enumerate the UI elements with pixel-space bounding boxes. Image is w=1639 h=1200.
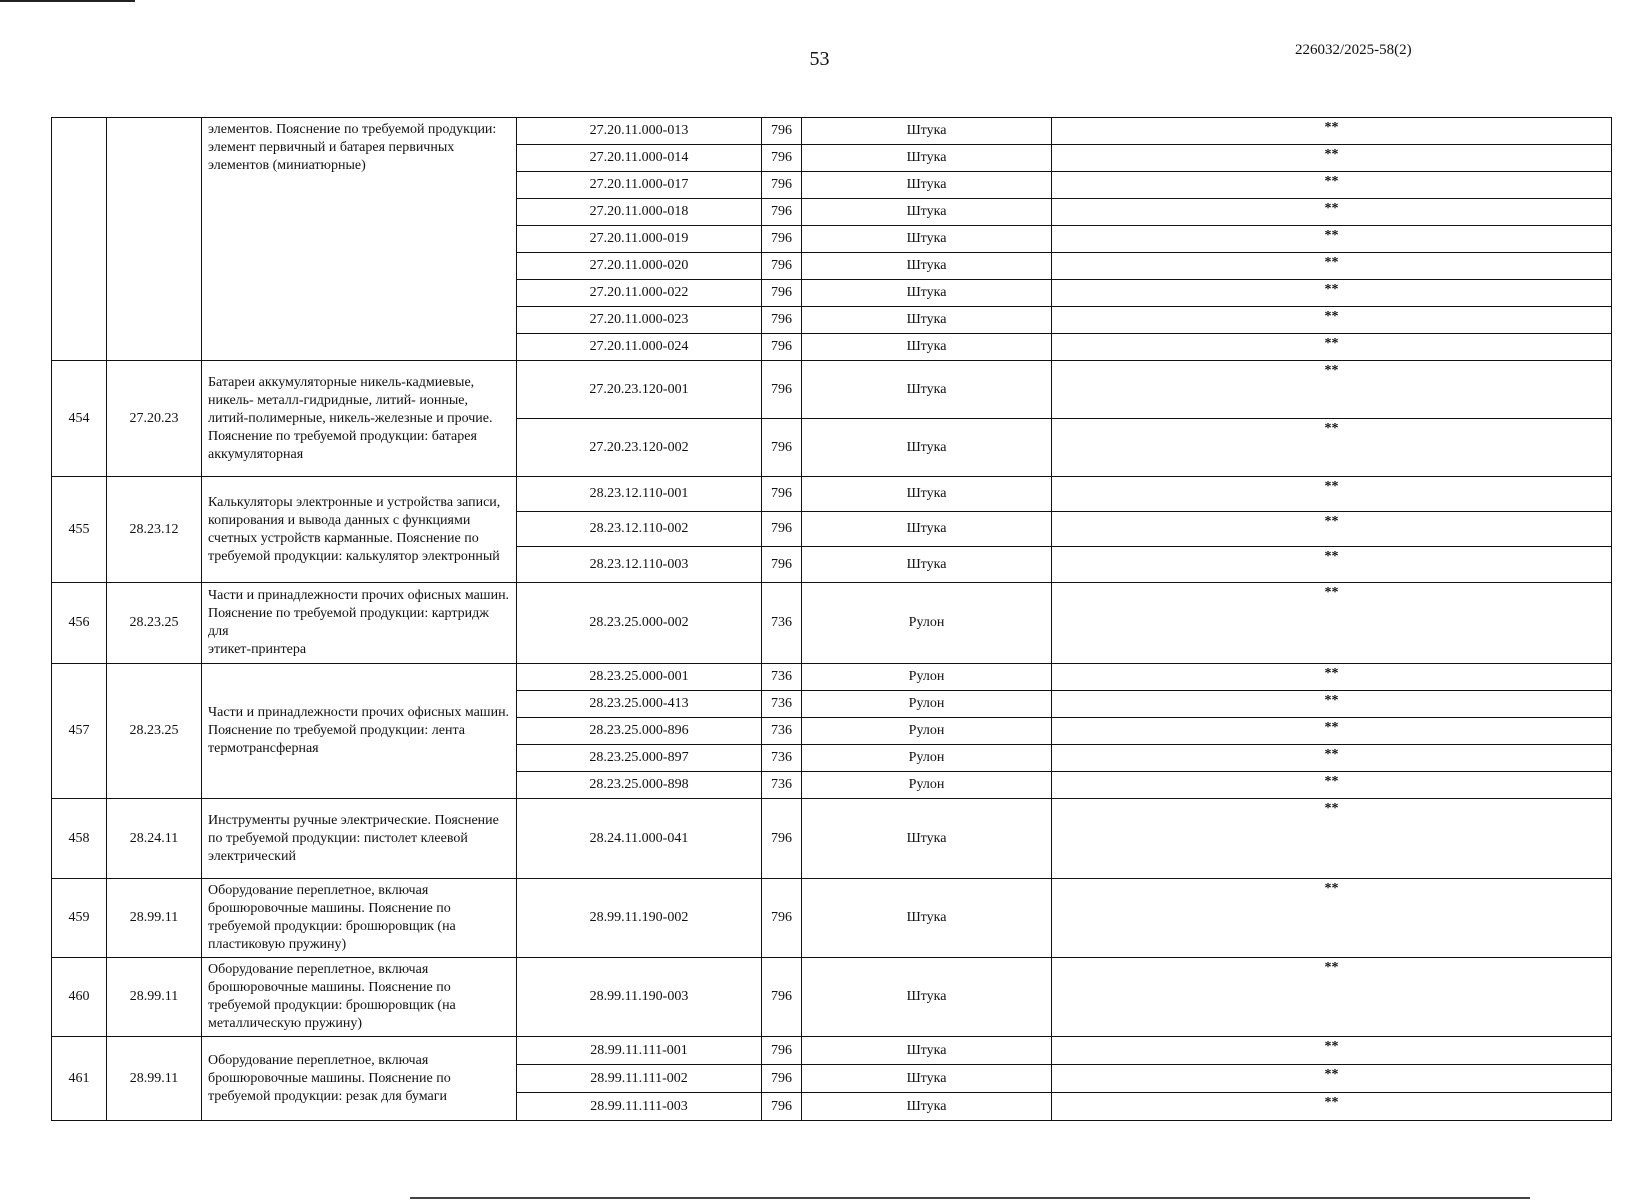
product-name-cell: Оборудование переплетное, включая брошюровочные машины. Пояснение по требуемой продукции: брошюровщик (на пластиковую пружину) [202,879,517,958]
unit-cell: Штука [802,253,1052,280]
requirement-cell: ** [1052,118,1612,145]
okei-code-cell: 796 [762,958,802,1037]
unit-cell: Штука [802,280,1052,307]
unit-cell: Штука [802,226,1052,253]
okei-code-cell: 796 [762,477,802,512]
requirement-cell: ** [1052,772,1612,799]
okei-code-cell: 736 [762,772,802,799]
unit-cell: Рулон [802,745,1052,772]
okei-code-cell: 796 [762,172,802,199]
requirement-cell: ** [1052,512,1612,547]
ktru-code-cell: 27.20.23.120-001 [517,361,762,419]
ktru-code-cell: 27.20.11.000-018 [517,199,762,226]
requirement-cell: ** [1052,879,1612,958]
okpd-code-cell: 28.23.25 [107,664,202,799]
ktru-code-cell: 27.20.11.000-024 [517,334,762,361]
product-name-cell: Батареи аккумуляторные никель-кадмиевые, никель- металл-гидридные, литий- ионные, литий-полимерные, никель-железные и прочие. Пояснение по требуемой продукции: батарея аккумуляторная [202,361,517,477]
products-table [51,117,1612,1121]
row-number-cell: 457 [52,664,107,799]
ktru-code-cell: 28.23.25.000-001 [517,664,762,691]
requirement-cell: ** [1052,547,1612,583]
okpd-code-cell: 28.99.11 [107,958,202,1037]
requirement-cell: ** [1052,691,1612,718]
okei-code-cell: 796 [762,1093,802,1121]
okei-code-cell: 796 [762,361,802,419]
ktru-code-cell: 28.23.25.000-002 [517,583,762,664]
product-name-cell: Оборудование переплетное, включая брошюровочные машины. Пояснение по требуемой продукции: резак для бумаги [202,1037,517,1121]
unit-cell: Штука [802,1065,1052,1093]
unit-cell: Штука [802,361,1052,419]
requirement-cell: ** [1052,1093,1612,1121]
scan-edge-top [0,0,135,2]
scan-edge-bottom [410,1197,1530,1199]
product-name-cell: Части и принадлежности прочих офисных машин. Пояснение по требуемой продукции: картридж для этикет-принтера [202,583,517,664]
unit-cell: Штука [802,172,1052,199]
row-number-cell: 461 [52,1037,107,1121]
requirement-cell: ** [1052,307,1612,334]
okei-code-cell: 796 [762,799,802,879]
okei-code-cell: 736 [762,583,802,664]
requirement-cell: ** [1052,334,1612,361]
unit-cell: Штука [802,307,1052,334]
product-name-cell: Части и принадлежности прочих офисных машин. Пояснение по требуемой продукции: лента термотрансферная [202,664,517,799]
unit-cell: Штука [802,1037,1052,1065]
okei-code-cell: 796 [762,118,802,145]
ktru-code-cell: 27.20.11.000-022 [517,280,762,307]
okei-code-cell: 736 [762,745,802,772]
row-number-cell: 454 [52,361,107,477]
requirement-cell: ** [1052,1037,1612,1065]
okpd-code-cell: 28.23.25 [107,583,202,664]
okpd-code-cell: 27.20.23 [107,361,202,477]
document-id: 226032/2025-58(2) [1295,42,1412,58]
okei-code-cell: 796 [762,879,802,958]
ktru-code-cell: 28.99.11.111-002 [517,1065,762,1093]
okei-code-cell: 796 [762,334,802,361]
ktru-code-cell: 28.23.25.000-898 [517,772,762,799]
okpd-code-cell [107,118,202,361]
okei-code-cell: 796 [762,419,802,477]
okei-code-cell: 736 [762,664,802,691]
unit-cell: Рулон [802,664,1052,691]
okpd-code-cell: 28.23.12 [107,477,202,583]
product-name-cell: Оборудование переплетное, включая брошюровочные машины. Пояснение по требуемой продукции: брошюровщик (на металлическую пружину) [202,958,517,1037]
ktru-code-cell: 28.23.25.000-413 [517,691,762,718]
ktru-code-cell: 28.23.25.000-897 [517,745,762,772]
row-number-cell: 459 [52,879,107,958]
requirement-cell: ** [1052,664,1612,691]
table-row [52,799,1612,879]
okpd-code-cell: 28.24.11 [107,799,202,879]
ktru-code-cell: 28.23.25.000-896 [517,718,762,745]
ktru-code-cell: 27.20.11.000-017 [517,172,762,199]
okei-code-cell: 796 [762,280,802,307]
okei-code-cell: 796 [762,253,802,280]
ktru-code-cell: 28.23.12.110-003 [517,547,762,583]
okei-code-cell: 796 [762,145,802,172]
unit-cell: Штука [802,118,1052,145]
requirement-cell: ** [1052,477,1612,512]
row-number-cell: 460 [52,958,107,1037]
unit-cell: Штука [802,199,1052,226]
unit-cell: Штука [802,879,1052,958]
okei-code-cell: 796 [762,547,802,583]
requirement-cell: ** [1052,172,1612,199]
okei-code-cell: 736 [762,718,802,745]
ktru-code-cell: 28.24.11.000-041 [517,799,762,879]
table-row [52,958,1612,1037]
product-name-cell: Инструменты ручные электрические. Пояснение по требуемой продукции: пистолет клеевой электрический [202,799,517,879]
unit-cell: Рулон [802,772,1052,799]
ktru-code-cell: 28.99.11.190-002 [517,879,762,958]
page-number: 53 [809,48,830,70]
requirement-cell: ** [1052,583,1612,664]
requirement-cell: ** [1052,199,1612,226]
requirement-cell: ** [1052,1065,1612,1093]
okei-code-cell: 796 [762,199,802,226]
table-row [52,879,1612,958]
ktru-code-cell: 27.20.11.000-013 [517,118,762,145]
ktru-code-cell: 27.20.11.000-014 [517,145,762,172]
okei-code-cell: 796 [762,1037,802,1065]
unit-cell: Штука [802,512,1052,547]
unit-cell: Штука [802,1093,1052,1121]
requirement-cell: ** [1052,280,1612,307]
row-number-cell [52,118,107,361]
unit-cell: Рулон [802,583,1052,664]
requirement-cell: ** [1052,958,1612,1037]
requirement-cell: ** [1052,145,1612,172]
okpd-code-cell: 28.99.11 [107,1037,202,1121]
unit-cell: Рулон [802,691,1052,718]
requirement-cell: ** [1052,718,1612,745]
unit-cell: Штука [802,477,1052,512]
ktru-code-cell: 27.20.23.120-002 [517,419,762,477]
unit-cell: Штука [802,145,1052,172]
requirement-cell: ** [1052,745,1612,772]
unit-cell: Штука [802,334,1052,361]
row-number-cell: 456 [52,583,107,664]
unit-cell: Штука [802,958,1052,1037]
requirement-cell: ** [1052,419,1612,477]
okpd-code-cell: 28.99.11 [107,879,202,958]
unit-cell: Рулон [802,718,1052,745]
row-number-cell: 458 [52,799,107,879]
requirement-cell: ** [1052,253,1612,280]
ktru-code-cell: 27.20.11.000-019 [517,226,762,253]
product-name-cell: элементов. Пояснение по требуемой продукции: элемент первичный и батарея первичных элементов (миниатюрные) [202,118,517,361]
okei-code-cell: 796 [762,512,802,547]
ktru-code-cell: 28.99.11.111-003 [517,1093,762,1121]
table-row [52,664,1612,691]
table-row [52,118,1612,145]
okei-code-cell: 736 [762,691,802,718]
table-row [52,477,1612,512]
requirement-cell: ** [1052,226,1612,253]
ktru-code-cell: 27.20.11.000-020 [517,253,762,280]
okei-code-cell: 796 [762,226,802,253]
row-number-cell: 455 [52,477,107,583]
unit-cell: Штука [802,799,1052,879]
ktru-code-cell: 28.99.11.111-001 [517,1037,762,1065]
requirement-cell: ** [1052,799,1612,879]
okei-code-cell: 796 [762,307,802,334]
okei-code-cell: 796 [762,1065,802,1093]
ktru-code-cell: 28.23.12.110-002 [517,512,762,547]
unit-cell: Штука [802,547,1052,583]
requirement-cell: ** [1052,361,1612,419]
ktru-code-cell: 27.20.11.000-023 [517,307,762,334]
table-row [52,361,1612,419]
ktru-code-cell: 28.99.11.190-003 [517,958,762,1037]
table-row [52,1037,1612,1065]
ktru-code-cell: 28.23.12.110-001 [517,477,762,512]
product-name-cell: Калькуляторы электронные и устройства записи, копирования и вывода данных с функциями счетных устройств карманные. Пояснение по требуемой продукции: калькулятор электронный [202,477,517,583]
table-row [52,583,1612,664]
unit-cell: Штука [802,419,1052,477]
